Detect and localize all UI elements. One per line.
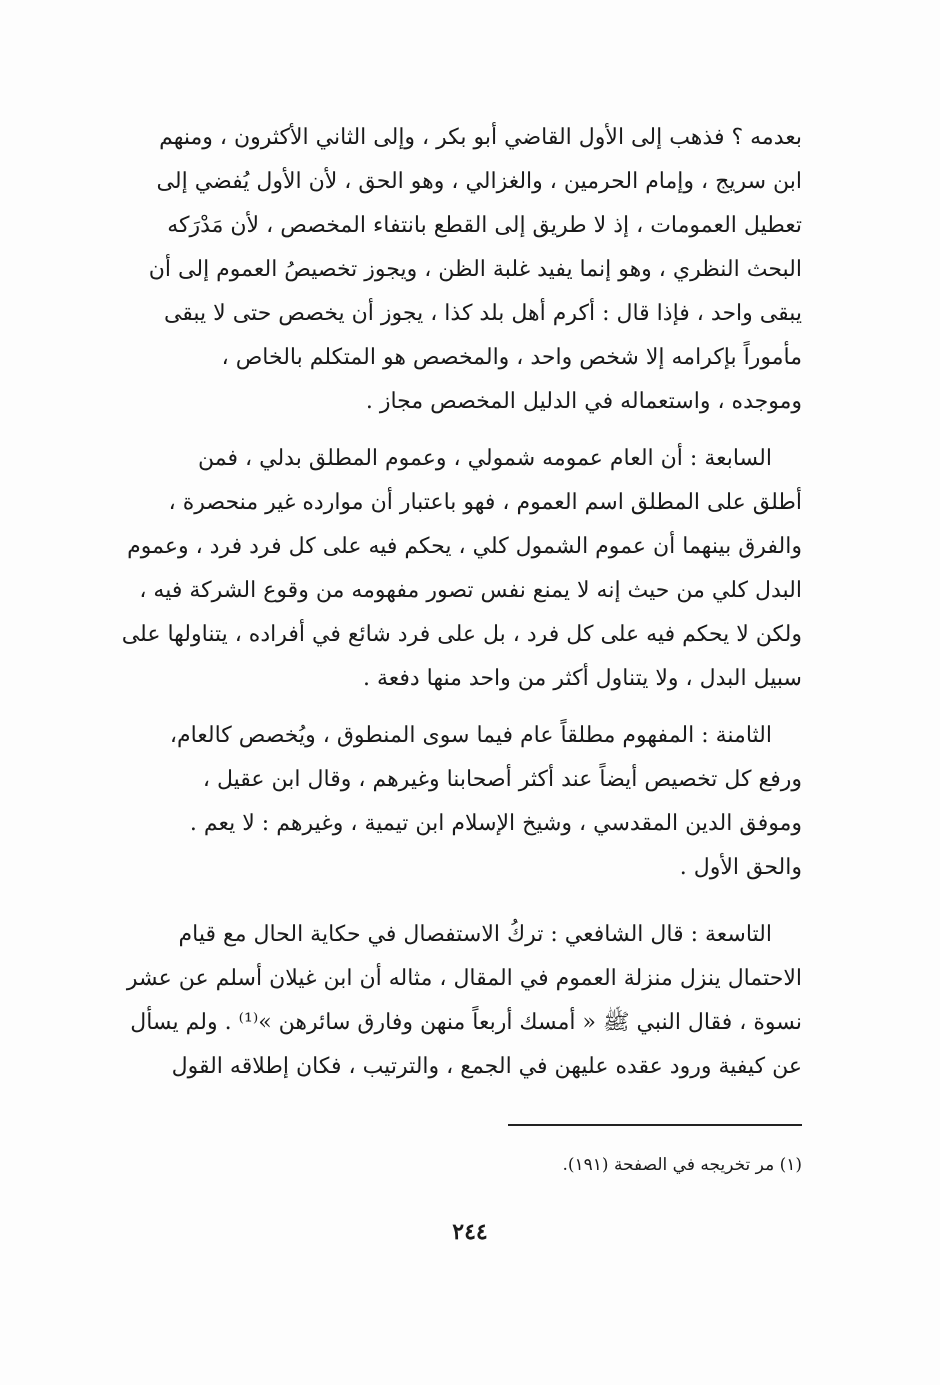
text-line: ورفع كل تخصيص أيضاً عند أكثر أصحابنا وغيرهم ، وقال ابن عقيل ، xyxy=(202,767,802,792)
text-line: والحق الأول . xyxy=(679,855,802,880)
text-line: السابعة : أن العام عمومه شمولي ، وعموم المطلق بدلي ، فمن xyxy=(198,446,772,471)
text-line: التاسعة : قال الشافعي : تركُ الاستفصال في حكاية الحال مع قيام xyxy=(178,922,772,947)
paragraph-seventh xyxy=(116,437,802,701)
text-line: مأموراً بإكرامه إلا شخص واحد ، والمخصص هو المتكلم بالخاص ، xyxy=(221,345,802,370)
footnote: (١) مر تخريجه في الصفحة (١٩١). xyxy=(562,1155,802,1175)
text-line: بعدمه ؟ فذهب إلى الأول القاضي أبو بكر ، وإلى الثاني الأكثرون ، ومنهم xyxy=(159,125,802,150)
paragraph-ninth xyxy=(116,913,802,1089)
text-line: أطلق على المطلق اسم العموم ، فهو باعتبار أن موارده غير منحصرة ، xyxy=(168,490,802,515)
text-line: سبيل البدل ، ولا يتناول أكثر من واحد منها دفعة . xyxy=(362,666,802,691)
text-line: يبقى واحد ، فإذا قال : أكرم أهل بلد كذا ، يجوز أن يخصص حتى لا يبقى xyxy=(163,301,802,326)
text-line: وموفق الدين المقدسي ، وشيخ الإسلام ابن تيمية ، وغيرهم : لا يعم . xyxy=(189,811,802,836)
text-line: البحث النظري ، وهو إنما يفيد غلبة الظن ، ويجوز تخصيصُ العموم إلى أن xyxy=(148,257,802,282)
text-line: عن كيفية ورود عقده عليهن في الجمع ، والترتيب ، فكان إطلاقه القول xyxy=(171,1054,802,1079)
text-line: البدل كلي من حيث إنه لا يمنع نفس تصور مفهومه من وقوع الشركة فيه ، xyxy=(139,578,802,603)
paragraph-eighth xyxy=(116,714,802,890)
text-line: وموجده ، واستعماله في الدليل المخصص مجاز . xyxy=(365,389,802,414)
text-line: تعطيل العمومات ، إذ لا طريق إلى القطع بانتفاء المخصص ، لأن مَدْرَكه xyxy=(167,213,802,238)
text-line: الثامنة : المفهوم مطلقاً عام فيما سوى المنطوق ، ويُخصص كالعام، xyxy=(169,723,772,748)
text-line: والفرق بينهما أن عموم الشمول كلي ، يحكم فيه على كل فرد فرد ، وعموم xyxy=(127,534,802,559)
text-line: الاحتمال ينزل منزلة العموم في المقال ، مثاله أن ابن غيلان أسلم عن عشر xyxy=(126,966,802,991)
text-line: ابن سريج ، وإمام الحرمين ، والغزالي ، وهو الحق ، لأن الأول يُفضي إلى xyxy=(156,169,802,194)
text-line: ولكن لا يحكم فيه على كل فرد ، بل على فرد شائع في أفراده ، يتناولها على xyxy=(121,622,802,647)
footnote-divider xyxy=(508,1124,802,1126)
page-number: ٢٤٤ xyxy=(452,1219,488,1245)
paragraph-continuation xyxy=(116,116,802,424)
text-line: نسوة ، فقال النبي ﷺ « أمسك أربعاً منهن وفارق سائرهن »⁽¹⁾ . ولم يسأل xyxy=(130,1010,802,1035)
